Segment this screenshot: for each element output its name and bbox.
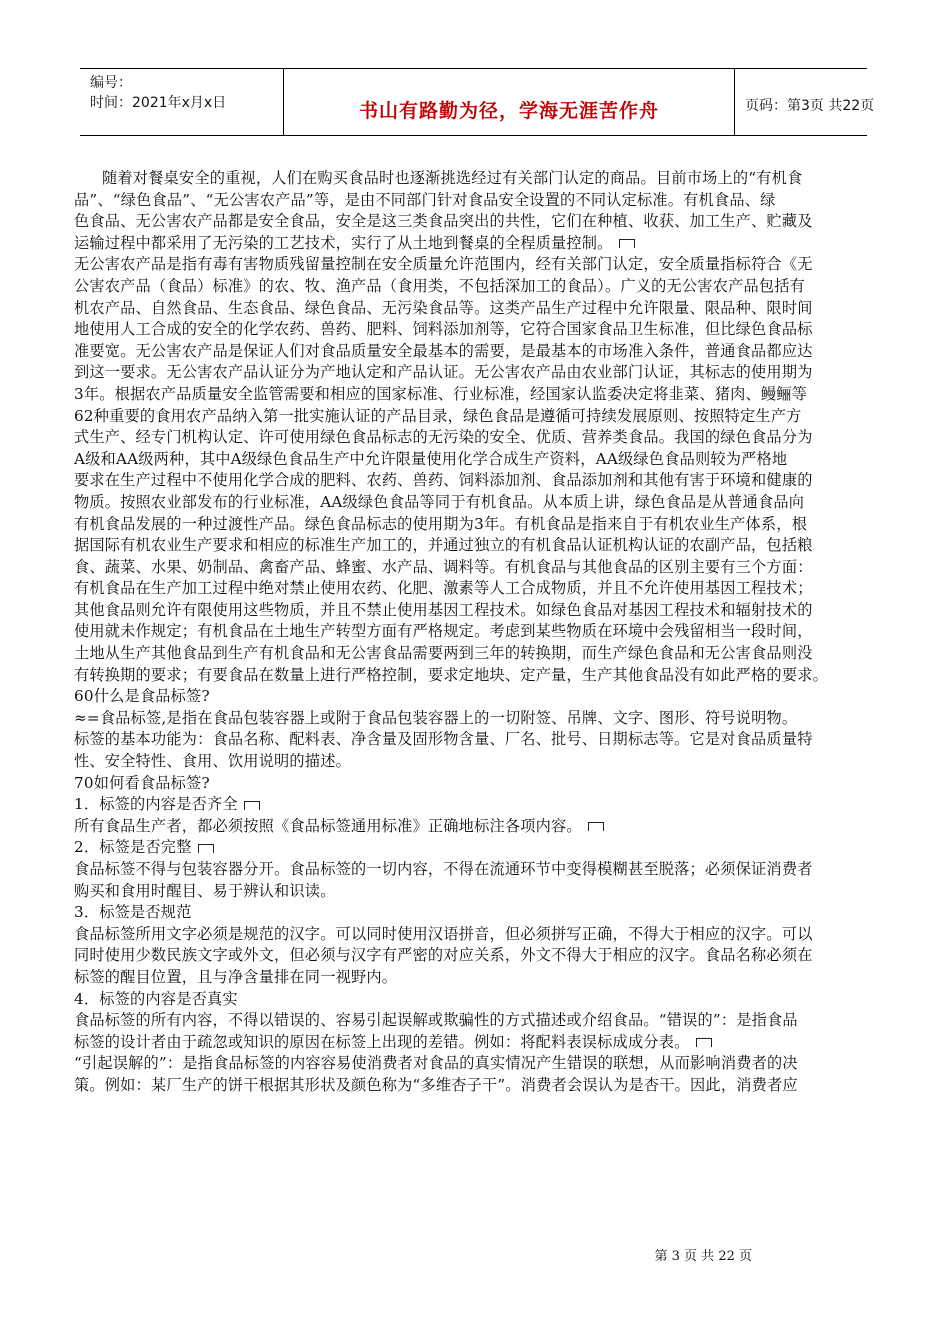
text-line <box>74 535 880 557</box>
text-line-content: 有机食品发展的一种过渡性产品。绿色食品标志的使用期为3年。有机食品是指来自于有机农业生产体系，根 <box>74 514 808 533</box>
text-line-content: 性、安全特性、食用、饮用说明的描述。 <box>74 752 351 771</box>
text-line <box>74 190 880 212</box>
page-header-table <box>80 68 875 136</box>
text-line <box>74 384 880 406</box>
footer-page-number: 第 3 页 共 22 页 <box>654 1249 752 1264</box>
text-line <box>74 751 880 773</box>
text-line <box>74 254 880 276</box>
text-line-content: 食品标签不得与包装容器分开。食品标签的一切内容，不得在流通环节中变得模糊甚至脱落；必须保证消费者 <box>74 860 813 878</box>
text-line <box>74 427 880 449</box>
text-line-content: 食品标签所用文字必须是规范的汉字。可以同时使用汉语拼音，但必须拼写正确，不得大于相应的汉字。可以 <box>74 924 813 943</box>
text-line-content: 要求在生产过程中不使用化学合成的肥料、农药、兽药、饲料添加剂、食品添加剂和其他有害于环境和健康的 <box>74 471 813 490</box>
text-line <box>74 233 880 255</box>
document-number-label: 编号： <box>90 75 132 91</box>
text-line-content: 标签的基本功能为：食品名称、配料表、净含量及固形物含量、厂名、批号、日期标志等。它是对食品质量特 <box>74 730 813 749</box>
text-line <box>74 600 880 622</box>
text-line-content: 62种重要的食用农产品纳入第一批实施认证的产品目录，绿色食品是遵循可持续发展原则、按照特定生产方 <box>74 406 802 425</box>
text-line <box>74 665 880 687</box>
text-line-content: 式生产、经专门机构认定、许可使用绿色食品标志的无污染的安全、优质、营养类食品。我国的绿色食品分为 <box>74 428 813 447</box>
text-line-content: 购买和食用时醒目、易于辨认和识读。 <box>74 881 336 900</box>
header-motto: 书山有路勤为径，学海无涯苦作舟 <box>358 100 659 122</box>
text-line <box>74 406 880 428</box>
text-line <box>74 168 880 190</box>
text-line-content: 同时使用少数民族文字或外文，但必须与汉字有严密的对应关系，外文不得大于相应的汉字。食品名称必须在 <box>74 946 813 965</box>
text-line-content: A级和AA级两种，其中A级绿色食品生产中允许限量使用化学合成生产资料，AA级绿色食品则较为严格地 <box>74 449 788 468</box>
text-line-content: 使用就未作规定；有机食品在土地生产转型方面有严格规定。考虑到某些物质在环境中会残留相当一段时间， <box>74 622 813 641</box>
text-line-content: 有转换期的要求；有要食品在数量上进行严格控制，要求定地块、定产量，生产其他食品没有如此严格的要求。 <box>74 665 828 684</box>
text-line-content: 机农产品、自然食品、生态食品、绿色食品、无污染食品等。这类产品生产过程中允许限量、限品种、限时间 <box>74 298 813 317</box>
text-line-content: 到这一要求。无公害农产品认证分为产地认定和产品认证。无公害农产品由农业部门认证，其标志的使用期为 <box>74 363 813 382</box>
text-line <box>74 794 880 816</box>
text-line-content: 标签的醒目位置，且与净含量排在同一视野内。 <box>74 967 398 986</box>
text-line <box>74 924 880 946</box>
document-time-label: 时间：2021年x月x日 <box>90 95 227 111</box>
text-line <box>74 859 880 881</box>
text-line <box>74 362 880 384</box>
text-line-content: 70如何看食品标签? <box>74 773 210 792</box>
text-line <box>74 643 880 665</box>
text-line <box>74 945 880 967</box>
text-line <box>74 967 880 989</box>
text-line-content: 有机食品在生产加工过程中绝对禁止使用农药、化肥、激素等人工合成物质，并且不允许使用基因工程技术； <box>74 579 813 598</box>
text-line-content: 公害农产品（食品）标准》的农、牧、渔产品（食用类，不包括深加工的食品）。广义的无公害农产品包括有 <box>74 276 805 295</box>
text-line-content: 无公害农产品是指有毒有害物质残留量控制在安全质量允许范围内，经有关部门认定，安全质量指标符合《无 <box>74 255 813 274</box>
text-line-content: 其他食品则允许有限使用这些物质，并且不禁止使用基因工程技术。如绿色食品对基因工程技术和辐射技术的 <box>74 600 813 619</box>
text-line <box>74 902 880 924</box>
text-line-content: 食、蔬菜、水果、奶制品、禽畜产品、蜂蜜、水产品、调料等。有机食品与其他食品的区别主要有三个方面： <box>74 557 813 576</box>
text-line <box>74 449 880 471</box>
text-line-content: 标签的设计者由于疏忽或知识的原因在标签上出现的差错。例如：将配料表误标成成分表。 <box>74 1032 690 1051</box>
text-line-content: 随着对餐桌安全的重视，人们在购买食品时也逐渐挑选经过有关部门认定的商品。目前市场上的“有机食 <box>102 169 803 187</box>
text-line-content: 策。例如：某厂生产的饼干根据其形状及颜色称为“多维杏子干”。消费者会误认为是杏干。因此，消费者应 <box>74 1075 798 1094</box>
text-line-content: ≈=食品标签,是指在食品包装容器上或附于食品包装容器上的一切附签、吊牌、文字、图形、符号说明物。 <box>74 708 798 727</box>
text-line-content: 品”、“绿色食品”、“无公害农产品”等，是由不同部门针对食品安全设置的不同认定标准。有机食品、绿 <box>74 190 776 209</box>
text-line <box>74 837 880 859</box>
text-line-content: 4．标签的内容是否真实 <box>74 989 238 1008</box>
revision-mark-icon <box>198 844 214 853</box>
text-line <box>74 773 880 795</box>
text-line <box>74 341 880 363</box>
text-line <box>74 470 880 492</box>
text-line <box>74 881 880 903</box>
text-line <box>74 989 880 1011</box>
revision-mark-icon <box>696 1038 712 1047</box>
text-line-content: “引起误解的”：是指食品标签的内容容易使消费者对食品的真实情况产生错误的联想，从而影响消费者的决 <box>74 1054 798 1073</box>
text-line <box>74 621 880 643</box>
text-line-content: 60什么是食品标签? <box>74 687 210 706</box>
text-line <box>74 1075 880 1097</box>
text-line <box>74 557 880 579</box>
text-line <box>74 729 880 751</box>
text-line <box>74 1010 880 1032</box>
header-page-cell <box>735 69 875 135</box>
text-line-content: 物质。按照农业部发布的行业标准，AA级绿色食品等同于有机食品。从本质上讲，绿色食品是从普通食品向 <box>74 492 805 511</box>
text-line <box>74 1053 880 1075</box>
document-body <box>74 168 880 1097</box>
text-line <box>74 1032 880 1054</box>
text-line-content: 据国际有机农业生产要求和相应的标准生产加工的，并通过独立的有机食品认证机构认证的农副产品，包括粮 <box>74 536 813 555</box>
text-line <box>74 492 880 514</box>
text-line-content: 1．标签的内容是否齐全 <box>74 795 238 814</box>
header-meta-cell <box>80 69 283 135</box>
text-line <box>74 319 880 341</box>
text-line <box>74 514 880 536</box>
text-line-content: 2．标签是否完整 <box>74 838 192 857</box>
text-line-content: 3．标签是否规范 <box>74 903 192 922</box>
text-line <box>74 686 880 708</box>
text-line-content: 运输过程中都采用了无污染的工艺技术，实行了从土地到餐桌的全程质量控制。 <box>74 233 613 252</box>
text-line <box>74 816 880 838</box>
revision-mark-icon <box>244 801 260 810</box>
header-motto-cell <box>283 69 735 135</box>
text-line-content: 食品标签的所有内容，不得以错误的、容易引起误解或欺骗性的方式描述或介绍食品。“错误的”：是指食品 <box>74 1011 798 1030</box>
text-line-content: 3年。根据农产品质量安全监管需要和相应的国家标准、行业标准，经国家认监委决定将韭菜、猪肉、鳗鲡等 <box>74 384 808 403</box>
text-line <box>74 211 880 233</box>
header-page-number: 页码：第3页 共22页 <box>745 98 875 114</box>
text-line <box>74 298 880 320</box>
text-line <box>74 578 880 600</box>
text-line-content: 土地从生产其他食品到生产有机食品和无公害食品需要两到三年的转换期，而生产绿色食品和无公害食品则没 <box>74 644 813 663</box>
text-line-content: 所有食品生产者，都必须按照《食品标签通用标准》正确地标注各项内容。 <box>74 816 582 835</box>
text-line <box>74 708 880 730</box>
text-line-content: 色食品、无公害农产品都是安全食品，安全是这三类食品突出的共性，它们在种植、收获、加工生产、贮藏及 <box>74 212 813 231</box>
text-line <box>74 276 880 298</box>
text-line-content: 准要宽。无公害农产品是保证人们对食品质量安全最基本的需要，是最基本的市场准入条件，普通食品都应达 <box>74 341 813 360</box>
revision-mark-icon <box>588 822 604 831</box>
text-line-content: 地使用人工合成的安全的化学农药、兽药、肥料、饲料添加剂等，它符合国家食品卫生标准，但比绿色食品标 <box>74 320 813 339</box>
revision-mark-icon <box>619 239 635 248</box>
